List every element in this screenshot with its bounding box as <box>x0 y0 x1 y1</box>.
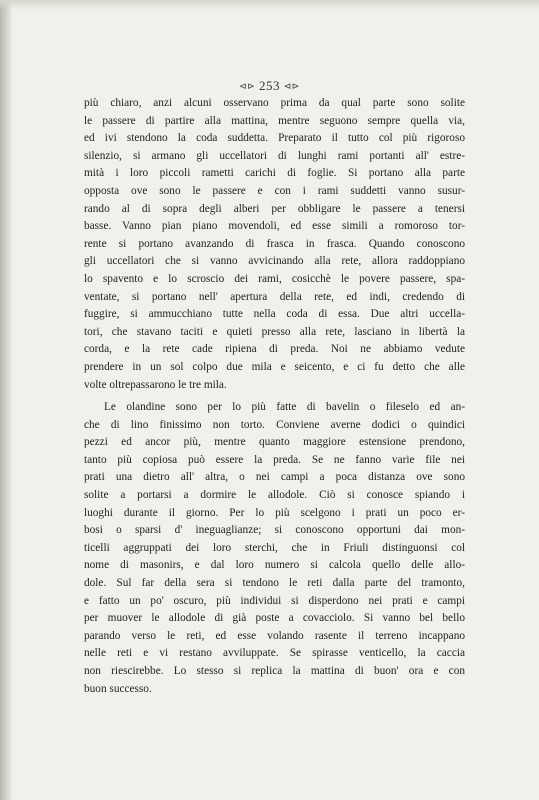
text-line: solite a portarsi a dormire le allodole. Ciò si conosce spiando i <box>84 489 465 502</box>
paragraph <box>84 95 465 394</box>
text-line: bosi o sparsi d' ineguaglianze; si conoscono opportuni dai mon- <box>84 524 465 537</box>
page-number: 253 <box>259 78 280 93</box>
text-line: opposta ove sono le passere e con i rami suddetti vanno susur- <box>84 184 465 197</box>
text-line: prendere in un sol colpo due mila e seicento, e ci fu detto che alle <box>84 360 465 373</box>
text-line: Le olandine sono per lo più fatte di bavelin o fileselo ed an- <box>104 401 465 414</box>
text-line: nelle reti e vi restano avviluppate. Se spirasse venticello, la caccia <box>84 647 465 660</box>
text-line: prati una dietro all' altra, o nei campi a poca distanza ove sono <box>84 471 465 484</box>
text-line: le passere di partire alla mattina, mentre seguono sempre quella via, <box>84 114 465 127</box>
text-line: non riescirebbe. Lo stesso si replica la mattina di buon' ora e con <box>84 665 465 677</box>
text-line: ventate, si portano nell' apertura della rete, ed indi, credendo di <box>84 290 465 303</box>
text-line: e fatto un po' oscuro, più individui si disperdono nei prati e campi <box>84 594 465 607</box>
text-line: tanto più copiosa può essere la preda. Se ne fanno varie file nei <box>84 453 465 466</box>
text-line: luoghi durante il giorno. Per lo più scelgono i prati un poco er- <box>84 506 465 519</box>
text-line: ed ivi stendono la coda suddetta. Preparato il tutto col più rigoroso <box>84 132 465 145</box>
paragraph <box>84 399 465 698</box>
ornament-right: ⊲⊳ <box>283 81 300 91</box>
text-line: tori, che stavano taciti e quieti presso alla rete, lasciano in libertà la <box>84 325 465 338</box>
text-line: nome di masonirs, e dal loro numero si calcola quello delle allo- <box>84 559 465 572</box>
text-line: pezzi ed ancor più, mentre quanto maggiore estensione prendono, <box>84 436 465 449</box>
text-line: gli uccellatori che si vanno avvicinando alla rete, allora raddoppiano <box>84 255 465 268</box>
text-line: silenzio, si armano gli uccellatori di lunghi rami portanti all' estre- <box>84 149 465 162</box>
text-line: buon successo. <box>84 682 152 695</box>
text-line: volte oltrepassarono le tre mila. <box>84 378 227 391</box>
text-line: mità i loro piccoli rametti carichi di foglie. Si portano alla parte <box>84 167 465 180</box>
page-header <box>0 78 539 94</box>
text-line: lo spavento e lo scroscio dei rami, cosicchè le povere passere, spa- <box>84 272 465 285</box>
text-line: più chiaro, anzi alcuni osservano prima da qual parte sono solite <box>84 97 465 109</box>
text-line: parando verso le reti, ed esse volando rasente il terreno incappano <box>84 629 465 642</box>
body-text <box>84 95 465 698</box>
page-edge-shadow <box>0 0 12 800</box>
text-line: dole. Sul far della sera si tendono le reti dalla parte del tramonto, <box>84 577 465 590</box>
text-line: per muover le allodole di già poste a covacciolo. Si vanno bel bello <box>84 612 465 625</box>
text-line: rente si portano avanzando di frasca in frasca. Quando conoscono <box>84 237 465 250</box>
text-line: rando al di sopra degli alberi per obbligare le passere a tenersi <box>84 202 465 215</box>
page-top-shadow <box>0 0 539 10</box>
text-line: basse. Vanno pian piano movendoli, ed esse simili a romoroso tor- <box>84 220 465 233</box>
text-line: ticelli aggruppati dei loro sterchi, che in Friuli distinguonsi col <box>84 541 465 554</box>
ornament-left: ⊲⊳ <box>239 81 256 91</box>
text-line: fuggire, si ammucchiano tutte nella coda di essa. Due altri uccella- <box>84 308 465 321</box>
text-line: corda, e la rete cade ripiena di preda. Noi ne abbiamo vedute <box>84 343 465 356</box>
text-line: che di lino finissimo non torto. Conviene averne dodici o quindici <box>84 418 465 431</box>
